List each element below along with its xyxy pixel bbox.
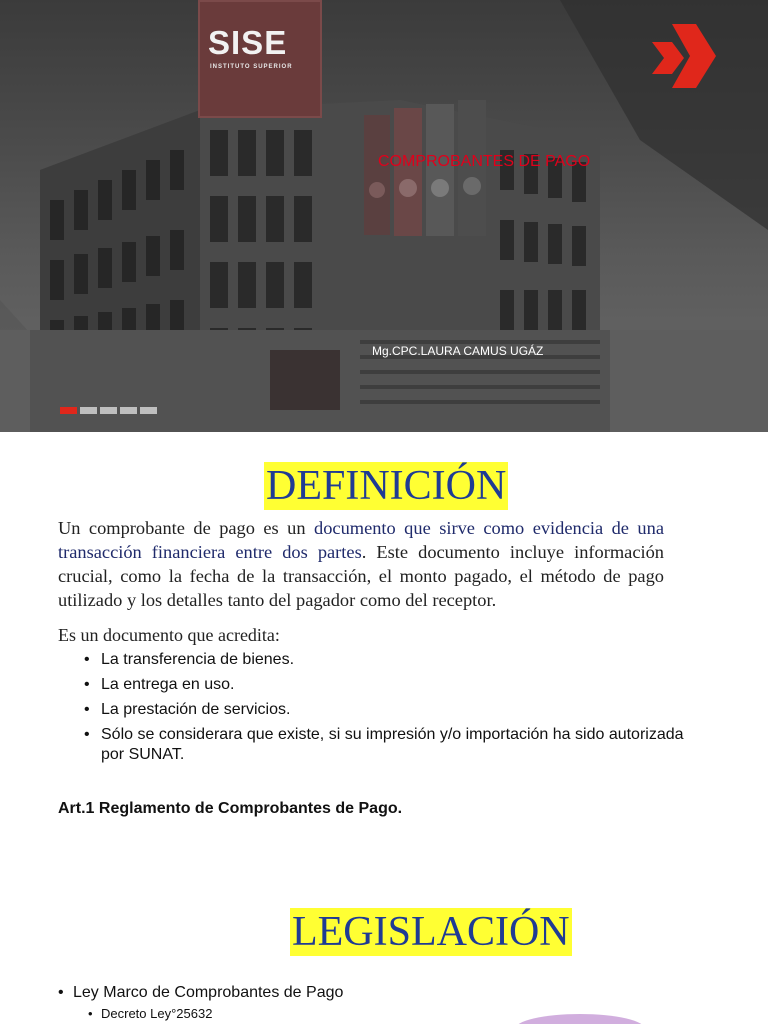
- reference-note: Art.1 Reglamento de Comprobantes de Pago.: [58, 800, 403, 817]
- list-subitem: • Decreto Ley°25632: [88, 1004, 343, 1024]
- list-item: • Ley Marco de Comprobantes de Pago: [58, 982, 343, 1004]
- slide-indicator-dot: [100, 407, 117, 414]
- definition-paragraph: [58, 516, 664, 612]
- definition-bullet-list: [84, 650, 684, 770]
- slide-indicators: [60, 407, 157, 414]
- presentation-author: Mg.CPC.LAURA CAMUS UGÁZ: [372, 344, 544, 358]
- list-item: • La prestación de servicios.: [84, 700, 684, 720]
- definition-slide: [0, 432, 768, 864]
- list-item: • La transferencia de bienes.: [84, 650, 684, 670]
- legislation-title: LEGISLACIÓN: [292, 909, 570, 955]
- list-item: • Sólo se considerara que existe, si su impresión y/o importación ha sido autorizada por SUNAT.: [84, 725, 684, 765]
- sign-text: SISE: [208, 24, 288, 61]
- legislation-list: [58, 982, 343, 1024]
- paragraph-text-end: . Este documento incluye información crucial, como la fecha de la transacción, el monto pagado, el método de pago utilizado y los detalles tanto del pagador como del receptor.: [58, 542, 664, 610]
- decorative-shape: [515, 1014, 645, 1024]
- slide-indicator-dot: [60, 407, 77, 414]
- sign-subtext: INSTITUTO SUPERIOR: [210, 64, 293, 70]
- legislation-slide: [0, 864, 768, 1024]
- presentation-title: COMPROBANTES DE PAGO: [378, 153, 591, 170]
- definition-lead: Es un documento que acredita:: [58, 625, 280, 645]
- slide-indicator-dot: [140, 407, 157, 414]
- list-item: • La entrega en uso.: [84, 675, 684, 695]
- slide-indicator-dot: [120, 407, 137, 414]
- paragraph-text-start: Un comprobante de pago es un: [58, 518, 315, 538]
- sise-sign: [198, 0, 322, 118]
- chevron-logo-icon: [648, 20, 718, 90]
- definition-title: DEFINICIÓN: [266, 463, 507, 509]
- paragraph-highlight: documento que sirve como evidencia de una transacción financiera entre dos partes: [58, 518, 664, 562]
- cover-slide: [0, 0, 768, 432]
- slide-indicator-dot: [80, 407, 97, 414]
